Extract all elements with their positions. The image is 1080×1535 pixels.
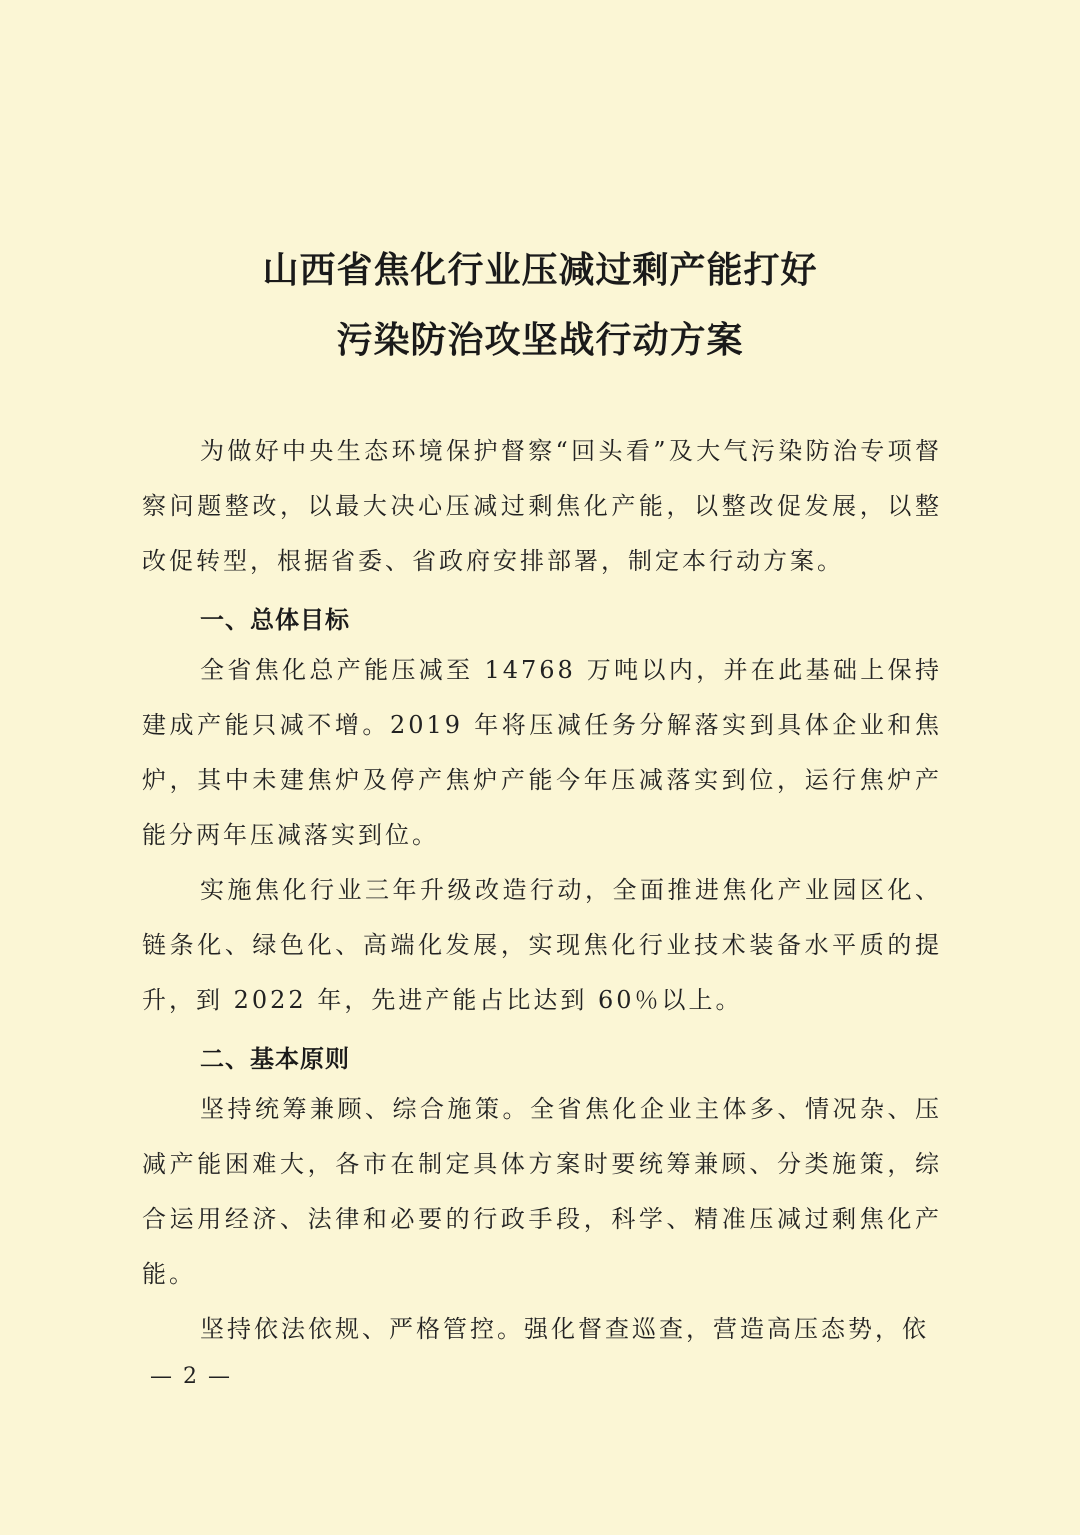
page-number: — 2 — [150,1364,232,1389]
principles-paragraph-2: 坚持依法依规、严格管控。强化督查巡查，营造高压态势，依 [200,1315,929,1343]
document-title-line-2: 污染防治攻坚战行动方案 [336,320,744,361]
principles-paragraph-1: 坚持统筹兼顾、综合施策。全省焦化企业主体多、情况杂、压减产能困难大，各市在制定具体方案时要统筹兼顾、分类施策，综合运用经济、法律和必要的行政手段，科学、精准压减过剩焦化产能。 [142,1095,942,1288]
section-heading-overall-goals: 一、总体目标 [200,606,350,634]
goals-paragraph-2: 实施焦化行业三年升级改造行动，全面推进焦化产业园区化、链条化、绿色化、高端化发展，实现焦化行业技术装备水平质的提升，到 2022 年，先进产能占比达到 60％以上。 [142,876,942,1014]
goals-paragraph-1: 全省焦化总产能压减至 14768 万吨以内，并在此基础上保持建成产能只减不增。2019 年将压减任务分解落实到具体企业和焦炉，其中未建焦炉及停产焦炉产能今年压减落实到位，运行焦炉产能分两年压减落实到位。 [142,656,942,849]
intro-paragraph: 为做好中央生态环境保护督察“回头看”及大气污染防治专项督察问题整改，以最大决心压减过剩焦化产能，以整改促发展，以整改促转型，根据省委、省政府安排部署，制定本行动方案。 [142,437,942,575]
section-heading-basic-principles: 二、基本原则 [200,1045,350,1073]
document-title-line-1: 山西省焦化行业压减过剩产能打好 [262,250,818,291]
